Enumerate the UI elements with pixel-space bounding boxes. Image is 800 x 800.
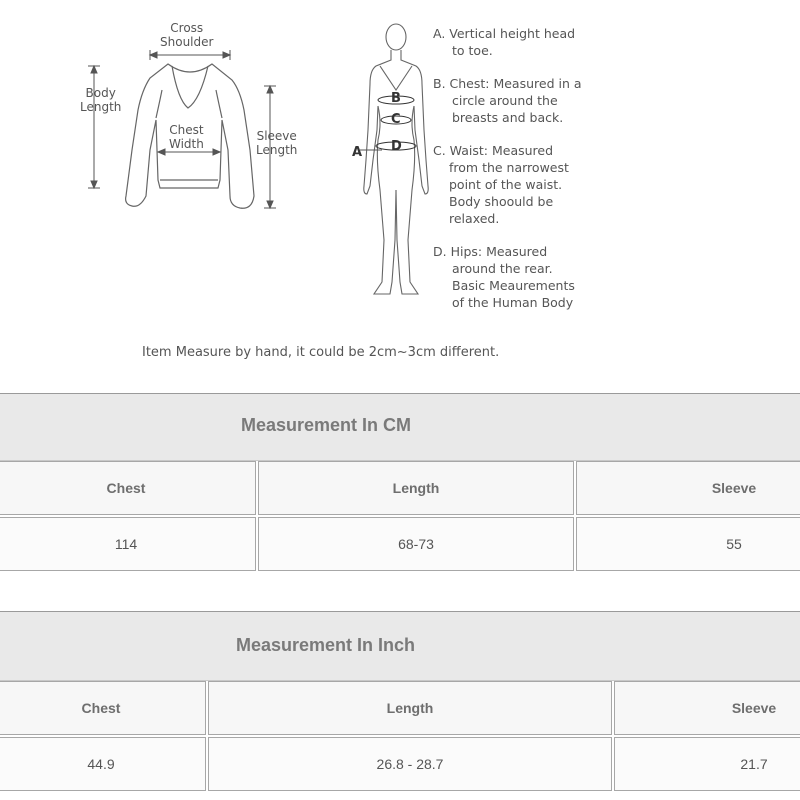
sleeve-length-label-line2: Length [256, 143, 298, 157]
inch-value-sleeve: 21.7 [614, 737, 800, 791]
cm-header-chest: Chest [0, 461, 256, 515]
body-letter-c: C [391, 112, 401, 127]
cross-shoulder-label-line1: Cross [170, 21, 204, 35]
inch-table-title: Measurement In Inch [236, 635, 416, 655]
body-letter-b: B [391, 91, 401, 106]
sleeve-length-label [256, 129, 297, 157]
legend-item-c [433, 142, 603, 227]
legend-c-line2: from the narrowest [449, 160, 569, 175]
cm-value-chest: 114 [0, 517, 256, 571]
inch-header-length: Length [208, 681, 612, 735]
legend-b-line3: breasts and back. [452, 110, 564, 125]
inch-header-chest: Chest [0, 681, 206, 735]
cross-shoulder-label [160, 21, 213, 49]
cross-shoulder-label-line2: Shoulder [160, 35, 214, 49]
body-length-label [80, 86, 121, 114]
chest-width-label [169, 123, 204, 151]
measurement-legend [433, 25, 603, 327]
chest-width-label-line1: Chest [169, 123, 204, 137]
legend-item-a [433, 25, 603, 59]
legend-c-line1: C. Waist: Measured [433, 143, 554, 158]
legend-item-b [433, 75, 603, 126]
body-letter-d: D [391, 139, 402, 154]
cm-header-sleeve: Sleeve [576, 461, 800, 515]
legend-d-line1: D. Hips: Measured [433, 244, 548, 259]
legend-d-line3: Basic Meaurements [452, 278, 575, 293]
legend-c-line5: relaxed. [449, 211, 500, 226]
legend-a-line2: to toe. [452, 43, 493, 58]
legend-d-line4: of the Human Body [452, 295, 574, 310]
body-letter-a: A [352, 145, 363, 160]
body-figure-diagram [340, 10, 440, 310]
inch-value-chest: 44.9 [0, 737, 206, 791]
cm-header-length: Length [258, 461, 574, 515]
cm-table-title: Measurement In CM [241, 415, 412, 435]
legend-b-line1: B. Chest: Measured in a [433, 76, 582, 91]
body-length-label-line2: Length [80, 100, 122, 114]
cm-value-length: 68-73 [258, 517, 574, 571]
chest-width-label-line2: Width [169, 137, 204, 151]
legend-item-d [433, 243, 603, 311]
legend-c-line4: Body shoould be [449, 194, 554, 209]
legend-b-line2: circle around the [452, 93, 558, 108]
body-length-label-line1: Body [85, 86, 116, 100]
cm-value-sleeve: 55 [576, 517, 800, 571]
legend-d-line2: around the rear. [452, 261, 553, 276]
sleeve-length-label-line1: Sleeve [256, 129, 297, 143]
legend-a-line1: A. Vertical height head [433, 26, 576, 41]
legend-c-line3: point of the waist. [449, 177, 563, 192]
inch-header-sleeve: Sleeve [614, 681, 800, 735]
measure-note: Item Measure by hand, it could be 2cm~3cm different. [142, 345, 500, 360]
inch-value-length: 26.8 - 28.7 [208, 737, 612, 791]
